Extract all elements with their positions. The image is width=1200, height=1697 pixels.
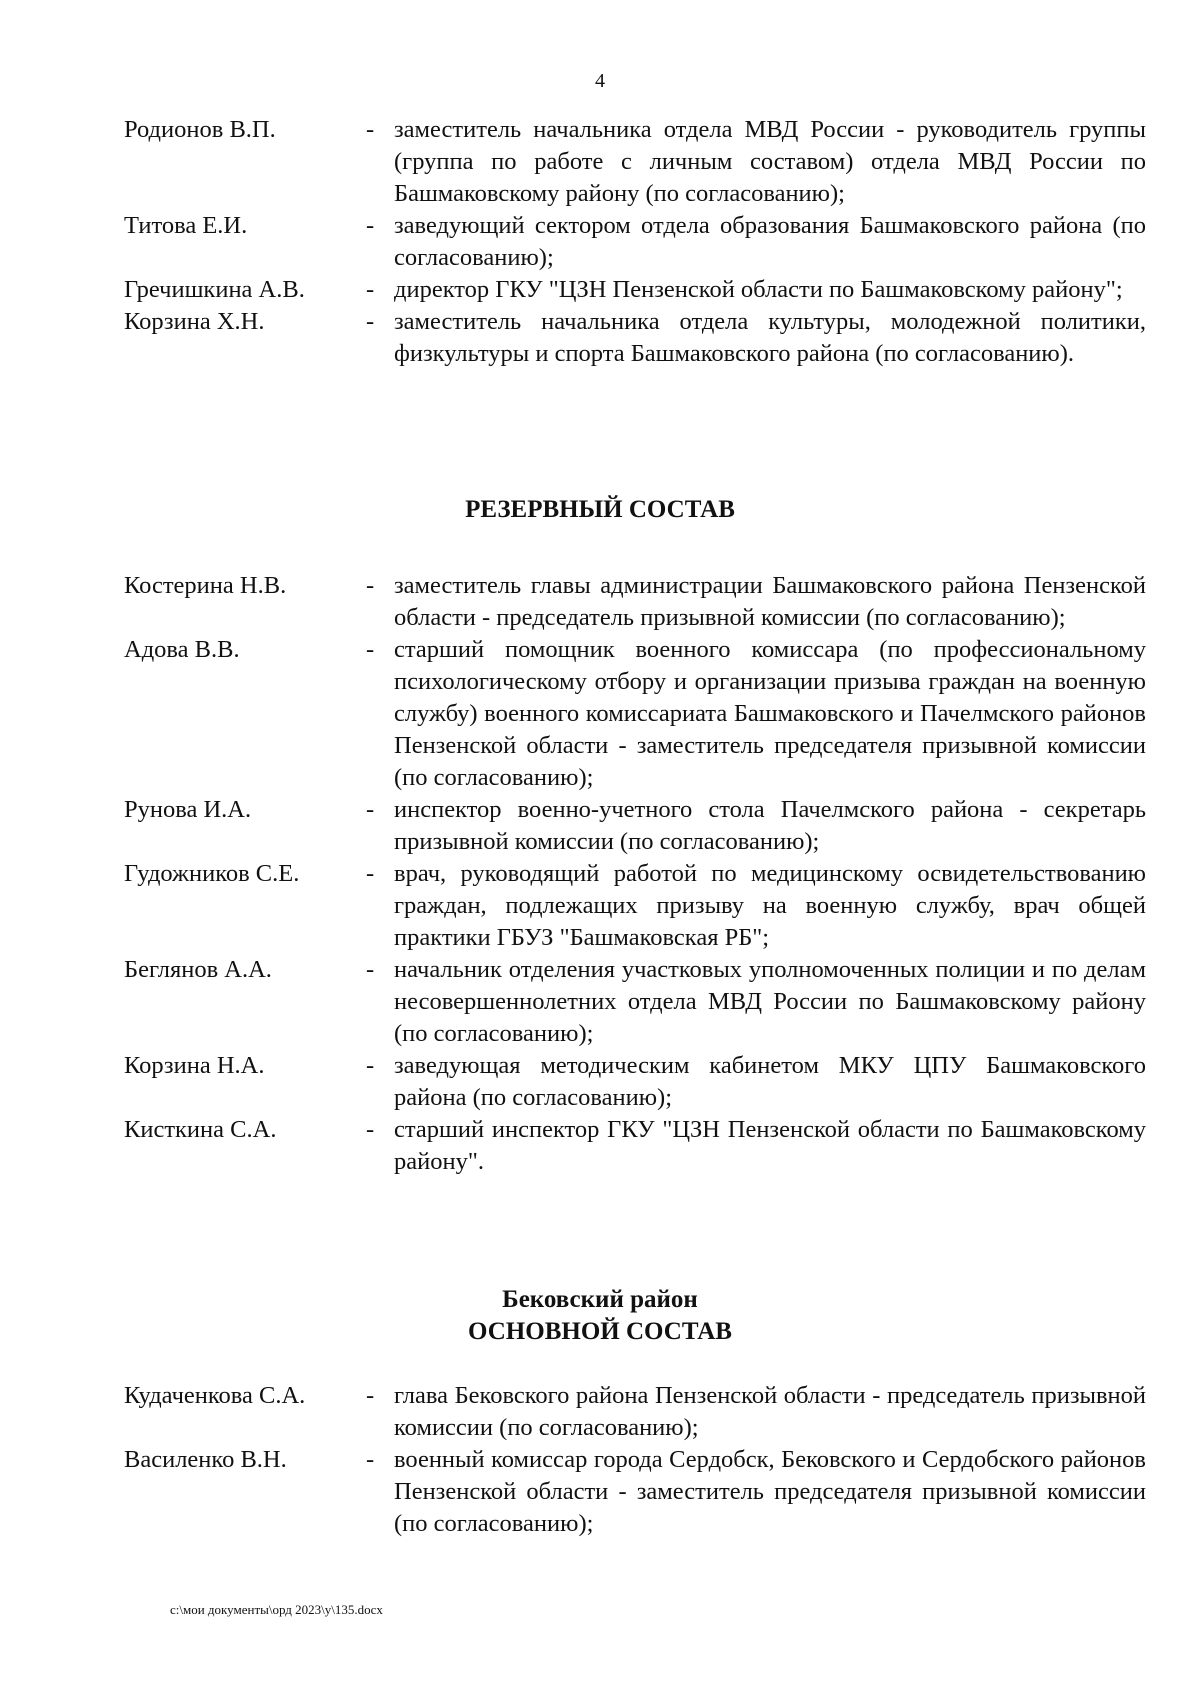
member-dash: - [366, 860, 375, 887]
main-heading: ОСНОВНОЙ СОСТАВ [468, 1318, 732, 1345]
member-name: Кудаченкова С.А. [124, 1382, 306, 1409]
member-description: заведующая методическим кабинетом МКУ ЦПУ Башмаковского района (по согласованию); [394, 1052, 1146, 1111]
member-description: глава Бековского района Пензенской области - председатель призывной комиссии (по согласованию); [394, 1382, 1146, 1441]
member-row [0, 1444, 1200, 1540]
member-dash: - [366, 116, 375, 143]
member-description: старший инспектор ГКУ "ЦЗН Пензенской области по Башмаковскому району". [394, 1116, 1146, 1175]
member-row [0, 1050, 1200, 1114]
member-name: Гречишкина А.В. [124, 276, 305, 303]
member-name: Беглянов А.А. [124, 956, 272, 983]
member-row [0, 794, 1200, 858]
member-name: Корзина Н.А. [124, 1052, 265, 1079]
member-description: начальник отделения участковых уполномоченных полиции и по делам несовершеннолетних отдела МВД России по Башмаковскому району (по согласованию); [394, 956, 1146, 1047]
member-name: Кисткина С.А. [124, 1116, 277, 1143]
member-name: Рунова И.А. [124, 796, 252, 823]
member-description: заместитель начальника отдела культуры, молодежной политики, физкультуры и спорта Башмаковского района (по согласованию). [394, 308, 1146, 367]
member-name: Титова Е.И. [124, 212, 248, 239]
member-description: заместитель главы администрации Башмаковского района Пензенской области - председатель призывной комиссии (по согласованию); [394, 572, 1146, 631]
district-heading: Бековский район [502, 1286, 698, 1313]
member-dash: - [366, 956, 375, 983]
member-dash: - [366, 212, 375, 239]
member-description: инспектор военно-учетного стола Пачелмского района - секретарь призывной комиссии (по согласованию); [394, 796, 1146, 855]
member-row [0, 570, 1200, 634]
member-row [0, 306, 1200, 370]
member-name: Родионов В.П. [124, 116, 276, 143]
member-row [0, 634, 1200, 794]
member-description: старший помощник военного комиссара (по профессиональному психологическому отбору и организации призыва граждан на военную службу) военного комиссариата Башмаковского и Пачелмского районов Пензенской области - заместитель председателя призывной комиссии (по согласованию); [394, 636, 1146, 791]
member-dash: - [366, 276, 375, 303]
member-name: Адова В.В. [124, 636, 240, 663]
page-number: 4 [595, 70, 605, 92]
member-description: врач, руководящий работой по медицинскому освидетельствованию граждан, подлежащих призыву на военную службу, врач общей практики ГБУЗ "Башмаковская РБ"; [394, 860, 1146, 951]
member-row [0, 1380, 1200, 1444]
member-name: Корзина Х.Н. [124, 308, 265, 335]
members-section-2 [0, 570, 1200, 1178]
footer-file-path: c:\мои документы\орд 2023\у\135.docx [170, 1602, 383, 1617]
member-row [0, 274, 1200, 306]
member-description: директор ГКУ "ЦЗН Пензенской области по Башмаковскому району"; [394, 276, 1123, 303]
member-description: военный комиссар города Сердобск, Бековского и Сердобского районов Пензенской области - заместитель председателя призывной комиссии (по согласованию); [394, 1446, 1146, 1537]
members-section-3 [0, 1380, 1200, 1540]
member-name: Гудожников С.Е. [124, 860, 300, 887]
member-name: Костерина Н.В. [124, 572, 287, 599]
member-dash: - [366, 308, 375, 335]
member-description: заведующий сектором отдела образования Башмаковского района (по согласованию); [394, 212, 1146, 271]
member-row [0, 114, 1200, 210]
member-name: Василенко В.Н. [124, 1446, 287, 1473]
member-dash: - [366, 1052, 375, 1079]
reserve-heading: РЕЗЕРВНЫЙ СОСТАВ [465, 496, 735, 523]
member-dash: - [366, 796, 375, 823]
member-row [0, 210, 1200, 274]
member-dash: - [366, 572, 375, 599]
member-dash: - [366, 1446, 375, 1473]
member-row [0, 858, 1200, 954]
member-dash: - [366, 1116, 375, 1143]
member-dash: - [366, 1382, 375, 1409]
member-description: заместитель начальника отдела МВД России - руководитель группы (группа по работе с личным составом) отдела МВД России по Башмаковскому району (по согласованию); [394, 116, 1146, 207]
member-row [0, 954, 1200, 1050]
member-row [0, 1114, 1200, 1178]
member-dash: - [366, 636, 375, 663]
members-section-1 [0, 114, 1200, 370]
